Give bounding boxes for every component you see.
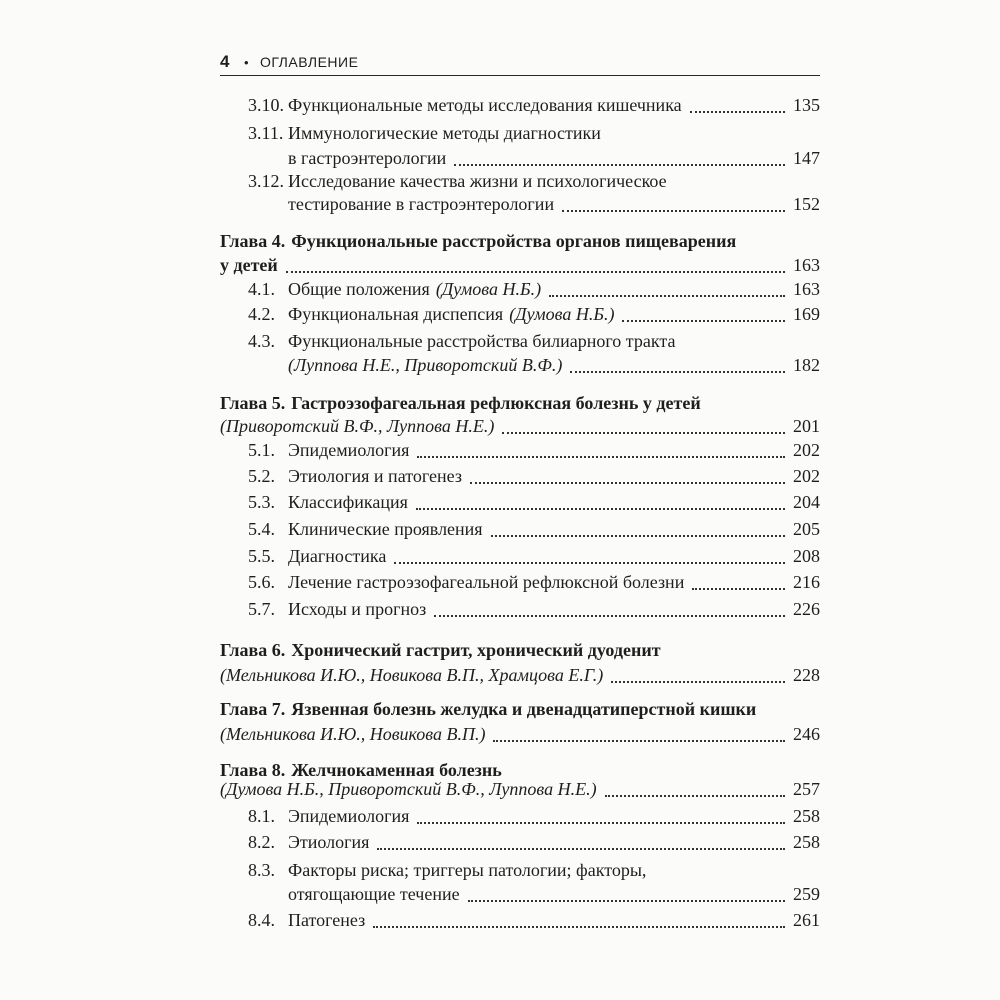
toc-entry-5-7[interactable] bbox=[248, 596, 820, 622]
dot-leader bbox=[470, 481, 785, 484]
entry-number: 4.2. bbox=[248, 304, 275, 324]
entry-title: Функциональные методы исследования кишечника bbox=[288, 95, 682, 115]
toc-entry-5-3[interactable] bbox=[248, 489, 820, 515]
toc-chapter-6[interactable] bbox=[220, 637, 820, 663]
chapter-title: Функциональные расстройства органов пищеварения bbox=[291, 231, 737, 251]
dot-leader bbox=[373, 925, 785, 928]
entry-number: 3.12. bbox=[248, 171, 284, 191]
entry-title-continued: тестирование в гастроэнтерологии bbox=[288, 194, 555, 214]
entry-title: Патогенез bbox=[288, 910, 366, 930]
entry-title-continued: в гастроэнтерологии bbox=[288, 148, 447, 168]
entry-title: Эпидемиология bbox=[288, 440, 410, 460]
dot-leader bbox=[549, 294, 785, 297]
entry-authors: (Думова Н.Б.) bbox=[435, 279, 542, 299]
chapter-label: Глава 4. bbox=[220, 231, 286, 251]
entry-number: 5.1. bbox=[248, 440, 275, 460]
toc-entry-5-5[interactable] bbox=[248, 543, 820, 569]
chapter-title: Хронический гастрит, хронический дуоденит bbox=[291, 640, 661, 660]
toc-entry-3-10[interactable] bbox=[248, 92, 820, 118]
entry-page: 163 bbox=[793, 279, 820, 299]
entry-page: 208 bbox=[793, 546, 820, 566]
entry-number: 5.6. bbox=[248, 572, 275, 592]
entry-page: 216 bbox=[793, 572, 820, 592]
entry-page: 226 bbox=[793, 599, 820, 619]
entry-title: Классификация bbox=[288, 492, 408, 512]
entry-title: Функциональная диспепсия bbox=[288, 304, 504, 324]
entry-number: 5.2. bbox=[248, 466, 275, 486]
header-title: ОГЛАВЛЕНИЕ bbox=[260, 54, 359, 70]
dot-leader bbox=[417, 821, 785, 824]
toc-entry-8-4[interactable] bbox=[248, 907, 820, 933]
entry-page: 261 bbox=[793, 910, 820, 930]
toc-chapter-7[interactable] bbox=[220, 696, 820, 722]
entry-title: Исследование качества жизни и психологическое bbox=[288, 171, 667, 191]
entry-number: 4.3. bbox=[248, 331, 275, 351]
entry-page: 163 bbox=[793, 255, 820, 275]
dot-leader bbox=[491, 534, 785, 537]
dot-leader bbox=[692, 587, 785, 590]
entry-number: 8.2. bbox=[248, 832, 275, 852]
toc-entry-3-12-cont[interactable] bbox=[288, 191, 820, 217]
chapter-title: Гастроэзофагеальная рефлюксная болезнь у детей bbox=[291, 393, 701, 413]
entry-page: 259 bbox=[793, 884, 820, 904]
page-number: 4 bbox=[220, 52, 230, 71]
entry-title: Этиология и патогенез bbox=[288, 466, 462, 486]
chapter-authors: (Думова Н.Б., Приворотский В.Ф., Луппова Н.Е.) bbox=[220, 779, 597, 799]
entry-page: 258 bbox=[793, 806, 820, 826]
entry-title: Эпидемиология bbox=[288, 806, 410, 826]
entry-title: Иммунологические методы диагностики bbox=[288, 123, 601, 143]
dot-leader bbox=[394, 561, 785, 564]
entry-page: 152 bbox=[793, 194, 820, 214]
entry-number: 5.7. bbox=[248, 599, 275, 619]
toc-entry-4-1[interactable] bbox=[248, 276, 820, 302]
entry-page: 257 bbox=[793, 779, 820, 799]
entry-page: 258 bbox=[793, 832, 820, 852]
toc-entry-8-1[interactable] bbox=[248, 803, 820, 829]
dot-leader bbox=[417, 455, 785, 458]
dot-leader bbox=[570, 370, 785, 373]
entry-number: 8.3. bbox=[248, 860, 275, 880]
entry-number: 8.1. bbox=[248, 806, 275, 826]
entry-page: 201 bbox=[793, 416, 820, 436]
dot-leader bbox=[434, 614, 785, 617]
chapter-label: Глава 7. bbox=[220, 699, 286, 719]
dot-leader bbox=[493, 739, 785, 742]
chapter-title-continued: у детей bbox=[220, 255, 278, 275]
toc-entry-4-3-cont[interactable] bbox=[288, 352, 820, 378]
entry-number: 3.10. bbox=[248, 95, 284, 115]
entry-page: 182 bbox=[793, 355, 820, 375]
entry-authors: (Луппова Н.Е., Приворотский В.Ф.) bbox=[288, 355, 563, 375]
toc-entry-5-1[interactable] bbox=[248, 437, 820, 463]
toc-entry-5-2[interactable] bbox=[248, 463, 820, 489]
entry-title-continued: отягощающие течение bbox=[288, 884, 460, 904]
chapter-label: Глава 8. bbox=[220, 760, 286, 780]
entry-page: 204 bbox=[793, 492, 820, 512]
dot-leader bbox=[562, 209, 785, 212]
entry-number: 5.5. bbox=[248, 546, 275, 566]
chapter-authors: (Мельникова И.Ю., Новикова В.П., Храмцова Е.Г.) bbox=[220, 665, 604, 685]
dot-leader bbox=[468, 899, 785, 902]
chapter-authors: (Приворотский В.Ф., Луппова Н.Е.) bbox=[220, 416, 495, 436]
entry-title: Клинические проявления bbox=[288, 519, 483, 539]
entry-page: 246 bbox=[793, 724, 820, 744]
dot-leader bbox=[377, 847, 785, 850]
toc-chapter-6-cont[interactable] bbox=[220, 662, 820, 688]
entry-number: 5.4. bbox=[248, 519, 275, 539]
entry-title: Общие положения bbox=[288, 279, 430, 299]
entry-page: 205 bbox=[793, 519, 820, 539]
entry-title: Этиология bbox=[288, 832, 370, 852]
entry-page: 202 bbox=[793, 440, 820, 460]
entry-number: 4.1. bbox=[248, 279, 275, 299]
entry-title: Лечение гастроэзофагеальной рефлюксной болезни bbox=[288, 572, 685, 592]
dot-leader bbox=[622, 319, 785, 322]
toc-entry-8-2[interactable] bbox=[248, 829, 820, 855]
toc-chapter-4-cont[interactable] bbox=[220, 252, 820, 278]
chapter-title: Язвенная болезнь желудка и двенадцатиперстной кишки bbox=[291, 699, 757, 719]
entry-page: 228 bbox=[793, 665, 820, 685]
toc-entry-5-4[interactable] bbox=[248, 516, 820, 542]
dot-leader bbox=[502, 431, 785, 434]
toc-chapter-4[interactable] bbox=[220, 228, 820, 254]
chapter-title: Желчнокаменная болезнь bbox=[291, 760, 502, 780]
entry-authors: (Думова Н.Б.) bbox=[509, 304, 615, 324]
entry-number: 5.3. bbox=[248, 492, 275, 512]
entry-number: 8.4. bbox=[248, 910, 275, 930]
entry-number: 3.11. bbox=[248, 123, 284, 143]
toc-chapter-8-cont[interactable] bbox=[220, 776, 820, 802]
dot-leader bbox=[286, 270, 785, 273]
dot-leader bbox=[416, 507, 785, 510]
toc-entry-3-11[interactable] bbox=[248, 120, 820, 146]
toc-entry-4-3[interactable] bbox=[248, 328, 820, 354]
entry-page: 135 bbox=[793, 95, 820, 115]
dot-leader bbox=[690, 110, 785, 113]
entry-title: Факторы риска; триггеры патологии; факторы, bbox=[288, 860, 647, 880]
toc-entry-5-6[interactable] bbox=[248, 569, 820, 595]
toc-entry-8-3-cont[interactable] bbox=[288, 881, 820, 907]
chapter-label: Глава 6. bbox=[220, 640, 286, 660]
chapter-label: Глава 5. bbox=[220, 393, 286, 413]
entry-page: 202 bbox=[793, 466, 820, 486]
dot-leader bbox=[454, 163, 785, 166]
entry-title: Исходы и прогноз bbox=[288, 599, 427, 619]
dot-leader bbox=[605, 794, 785, 797]
toc-entry-4-2[interactable] bbox=[248, 301, 820, 327]
entry-title: Функциональные расстройства билиарного тракта bbox=[288, 331, 676, 351]
dot-leader bbox=[611, 680, 785, 683]
entry-title: Диагностика bbox=[288, 546, 387, 566]
entry-page: 169 bbox=[793, 304, 820, 324]
header-bullet: • bbox=[244, 55, 249, 70]
toc-chapter-7-cont[interactable] bbox=[220, 721, 820, 747]
entry-page: 147 bbox=[793, 148, 820, 168]
toc-chapter-5-cont[interactable] bbox=[220, 413, 820, 439]
chapter-authors: (Мельникова И.Ю., Новикова В.П.) bbox=[220, 724, 486, 744]
toc-entry-8-3[interactable] bbox=[248, 857, 820, 883]
